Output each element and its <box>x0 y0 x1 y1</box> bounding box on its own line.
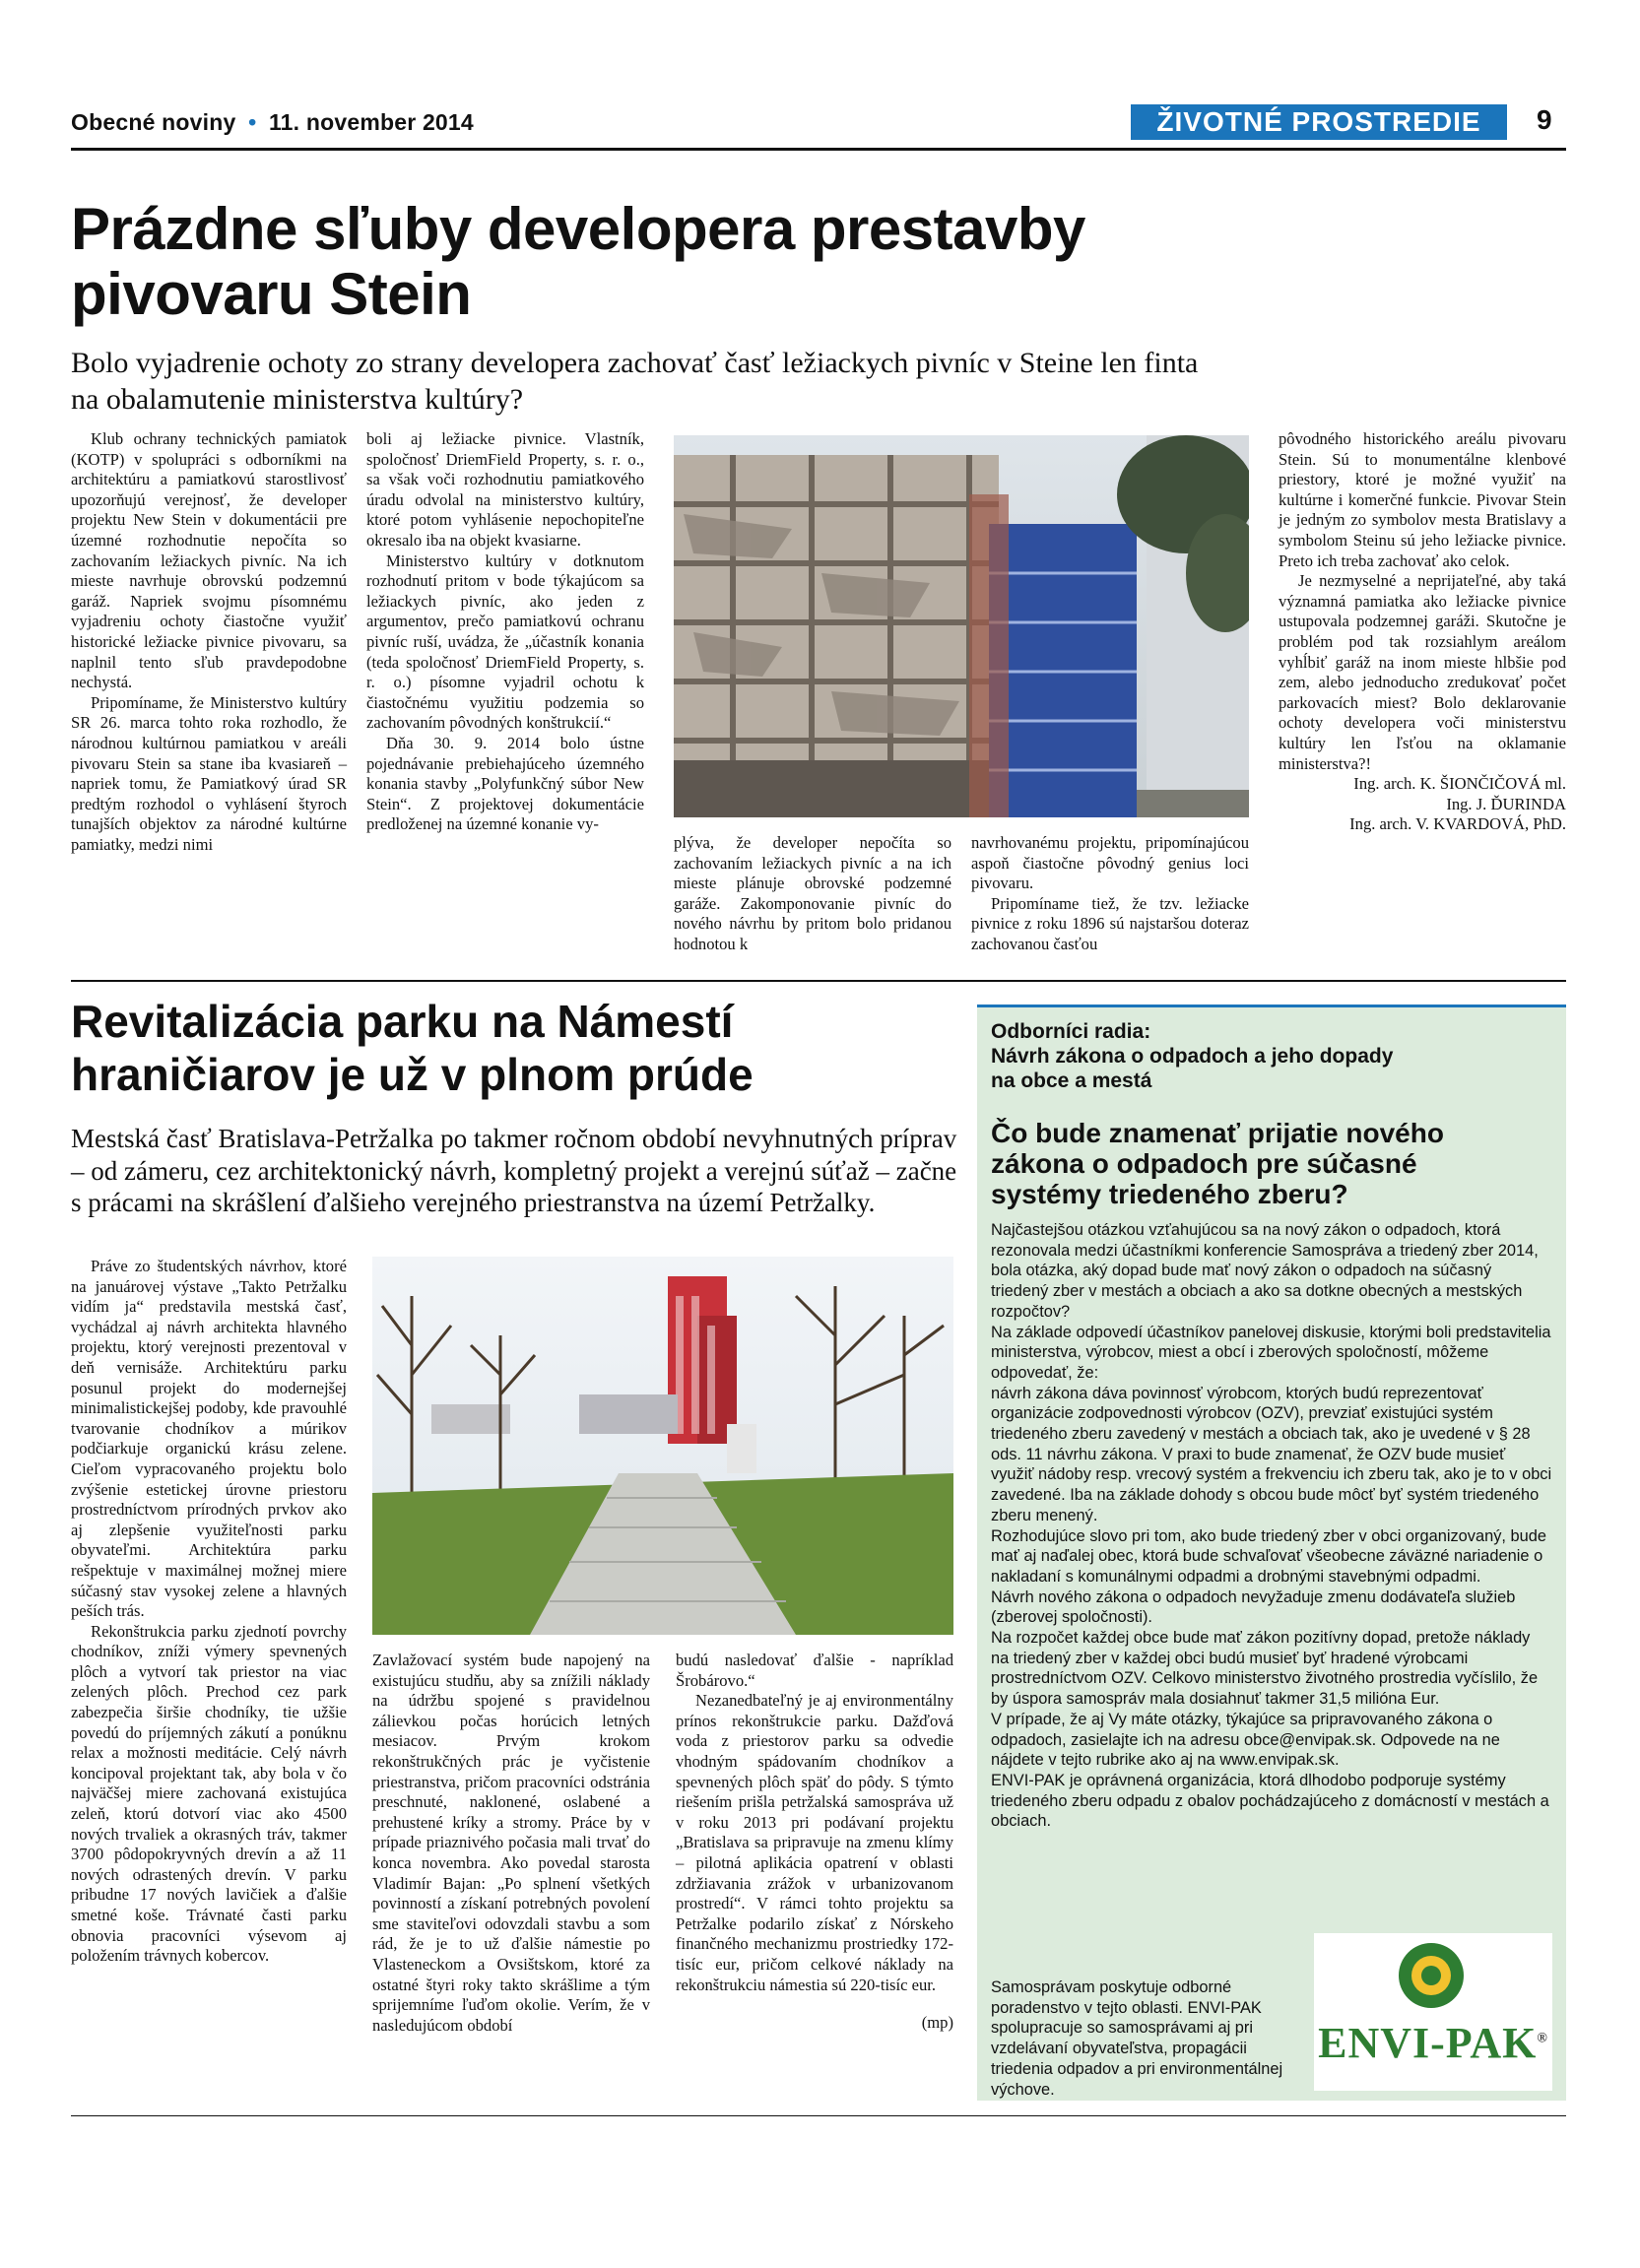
article1-column-4 <box>971 833 1249 955</box>
article1-paragraph: navrhovanému projektu, pripomínajúcou aspoň čiastočne pôvodný genius loci pivovaru. <box>971 833 1249 893</box>
box-title-line2: zákona o odpadoch pre súčasné <box>991 1148 1417 1179</box>
article1-paragraph: Klub ochrany technických pamiatok (KOTP) v spolupráci s odborníkmi na architektúru a pamiatkovú starostlivosť upozorňujú verejnosť, že developer projektu New Stein v dokumentácii pre územné rozhodnutie nepočíta so zachovaním ležiackych pivníc. Na ich mieste navrhuje obrovskú podzemnú garáž. Napriek svojmu písomnému vyjadreniu ochoty čiastočne využiť historické ležiacke pivnice pivovaru, sa naplnil tento sľub pravdepodobne nechystá. <box>71 429 347 692</box>
registered-mark: ® <box>1537 2031 1548 2046</box>
box-paragraph: Návrh nového zákona o odpadoch nevyžaduje zmenu dodávateľa služieb (zberovej spoločnosti). <box>991 1588 1516 1627</box>
article1-paragraph: Je nezmyselné a neprijateľné, aby taká významná pamiatka ako ležiacke pivnice ustupovala podzemnej garáži. Skutočne je problém pod tak rozsiahlym areálom vyhĺbiť garáž na inom mieste hlbšie pod zem, alebo jednoducho zredukovať počet parkovacích miest? Bolo deklarovanie ochoty developera voči ministerstvu kultúry len ľsťou na oklamanie ministerstva?! <box>1279 571 1566 773</box>
box-kicker <box>991 1019 1393 1093</box>
article-separator <box>71 980 1566 982</box>
box-paragraph: ENVI-PAK je oprávnená organizácia, ktorá dlhodobo podporuje systémy triedeného zberu odpadu z obalov pochádzajúceho z domácností v mestách a obciach. <box>991 1771 1549 1831</box>
building-demolition-illustration <box>674 435 1249 817</box>
article2-column-3 <box>676 1651 953 2034</box>
masthead <box>71 109 474 136</box>
article2-paragraph: Rekonštrukcia parku zjednotí povrchy chodníkov, zníži výmery spevnených plôch a vytvorí tak priestor na viac zelených plôch. Prechod cez park zabezpečia širšie chodníky, tie užšie povedú do príjemných zákutí a ponúknu relax a možnosti meditácie. Celý návrh koncipoval projektant tak, aby bola v čo najväčšej miere zachovaná existujúca zeleň, ktorú dotvorí viac ako 4500 nových trvaliek a okrasných tráv, takmer 3700 pôdopokryvných drevín a až 11 nových odrastených drevín. V parku pribudne 17 nových lavičiek a ďalšie smetné koše. Trávnaté časti parku obnovia pracovníci výsevom aj položením trávnych kobercov. <box>71 1621 347 1966</box>
signature: Ing. arch. V. KVARDOVÁ, PhD. <box>1349 814 1566 834</box>
signature: Ing. arch. K. ŠIONČIČOVÁ ml. <box>1353 774 1566 794</box>
logo-text: ENVI-PAK <box>1318 2019 1538 2067</box>
box-paragraph: Najčastejšou otázkou vzťahujúcou sa na nový zákon o odpadoch, ktorá rezonovala medzi účastníkmi konferencie Samospráva a triedený zber 2014, bola otázka, aký dopad bude mať nový zákon o odpadoch na súčasný triedený zber v mestách a obciach a ako sa dotkne obecných a mestských rozpočtov? <box>991 1221 1539 1321</box>
box-title <box>991 1118 1444 1209</box>
article1-paragraph: Dňa 30. 9. 2014 bolo ústne pojednávanie prebiehajúceho územného konania stavby „Polyfunkčný súbor New Stein“. Z projektovej dokumentácie predloženej na územné konanie vy- <box>366 733 644 834</box>
article1-title-line2: pivovaru Stein <box>71 261 472 327</box>
article2-title-line1: Revitalizácia parku na Námestí <box>71 996 734 1047</box>
article2-column-2 <box>372 1651 650 2036</box>
article1-column-2 <box>366 429 644 835</box>
expert-advice-box <box>977 1004 1566 2101</box>
article1-paragraph: boli aj ležiacke pivnice. Vlastník, spoločnosť DriemField Property, s. r. o., sa však voči rozhodnutiu pamiatkového úradu odvolal na ministerstvo kultúry, ktoré potom vyhlásenie nepochopiteľne okresalo iba na objekt kvasiarne. <box>366 429 644 550</box>
box-title-line1: Čo bude znamenať prijatie nového <box>991 1118 1444 1148</box>
article1-subtitle <box>71 345 1198 418</box>
box-kicker-line1: Odborníci radia: <box>991 1020 1151 1043</box>
article2-paragraph: Práve zo študentských návrhov, ktoré na januárovej výstave „Takto Petržalku vidím ja“ predstavila mestská časť, vychádzal aj návrh architekta hlavného projektu, ktorý verejnosti prezentoval v deň vernisáže. Architektúru parku posunul projekt do modernejšej minimalistickejšej podoby, kde pravouhlé tvarovanie chodníkov a múrikov podčiarkuje organickú krásu zelene. Cieľom vypracovaného projektu bolo zvýšenie estetickej úrovne priestoru prostredníctvom prírodných prvkov ako aj zlepšenie využiteľnosti parku obyvateľmi. Architektúra parku rešpektuje v maximálnej možnej miere súčasný stav vysokej zelene a hlavných peších trás. <box>71 1257 347 1621</box>
article1-subtitle-line1: Bolo vyjadrenie ochoty zo strany developera zachovať časť ležiackych pivníc v Steine len finta <box>71 347 1199 379</box>
paper-name: Obecné noviny <box>71 109 236 135</box>
article1-subtitle-line2: na obalamutenie ministerstva kultúry? <box>71 383 524 416</box>
article1-signatures <box>1279 774 1566 835</box>
article1-title <box>71 197 1085 327</box>
article2-paragraph: Zavlažovací systém bude napojený na existujúcu studňu, aby sa znížili náklady na údržbu spojené s pravidelnou zálievkou počas horúcich letných mesiacov. Prvým krokom rekonštrukčných prác je vyčistenie priestranstva, pričom pracovníci odstránia preschnuté, naklonené, oslabené a prehustené kríky a stromy. Práce by v prípade priaznivého počasia mali trvať do konca novembra. Ako povedal starosta Vladimír Bajan: „Po splnení všetkých povinností a získaní potrebných povolení sme staviteľovi odovzdali stavbu a som rád, že je to už ďalšie námestie po Vlasteneckom a Ovsištskom, ktoré za ostatné štyri roky takto skrášlime a tým sprijemníme ľuďom okolie. Verím, že v nasledujúcom období <box>372 1651 650 2035</box>
article2-paragraph: Nezanedbateľný je aj environmentálny prínos rekonštrukcie parku. Dažďová voda z priestorov parku sa odvedie vhodným spádovaním chodníkov a spevnených plôch späť do pôdy. S týmto riešením prišla petržalská samospráva už v roku 2013 pri podávaní projektu „Bratislava sa pripravuje na zmenu klímy – pilotná aplikácia opatrení v oblasti zdržiavania zrážok v urbanizovanom prostredí“. V rámci tohto projektu sa Petržalke podarilo získať z Nórskeho finančného mechanizmu prostriedky 172-tisíc eur, pričom celkové náklady na rekonštrukciu námestia sú 220-tisíc eur. <box>676 1691 953 1994</box>
header-rule <box>71 148 1566 151</box>
recycling-icon <box>1399 1943 1464 2008</box>
article2-paragraph: budú nasledovať ďalšie - napríklad Šrobárovo.“ <box>676 1651 953 1690</box>
article1-paragraph: Pripomíname, že Ministerstvo kultúry SR 26. marca tohto roka rozhodlo, že národnou kultúrnou pamiatkou v areáli pivovaru Stein sa stane iba kvasiareň – napriek tomu, že Pamiatkový úrad SR predtým rozhodol o vyhlásení štyroch tunajších objektov za národné kultúrne pamiatky, medzi nimi <box>71 692 347 854</box>
article2-signoff: (mp) <box>921 2013 953 2033</box>
envipak-logo <box>1314 1933 1552 2091</box>
article2-title <box>71 995 754 1101</box>
box-paragraph: V prípade, že aj Vy máte otázky, týkajúce sa pripravovaného zákona o odpadoch, zasielajte ich na adresu obce@envipak.sk. Odpovede na ne nájdete v tejto rubrike ako aj na www.envipak.sk. <box>991 1710 1500 1770</box>
box-kicker-line2: Návrh zákona o odpadoch a jeho dopady <box>991 1045 1394 1068</box>
box-kicker-line3: na obce a mestá <box>991 1069 1152 1092</box>
box-paragraph: Na základe odpovedí účastníkov panelovej diskusie, ktorými boli predstavitelia ministerstva, výrobcov, miest a obcí i zberových spoločností, môžeme odpovedať, že: <box>991 1323 1551 1382</box>
box-body <box>991 1220 1552 1832</box>
article2-column-1 <box>71 1257 347 1967</box>
logo-wordmark <box>1314 2018 1552 2068</box>
footer-rule <box>71 2115 1566 2116</box>
article2-title-line2: hraničiarov je už v plnom prúde <box>71 1049 754 1100</box>
article1-title-line1: Prázdne sľuby developera prestavby <box>71 196 1085 262</box>
article1-paragraph: Pripomíname tiež, že tzv. ležiacke pivnice z roku 1896 sú najstaršou doteraz zachovanou časťou <box>971 893 1249 953</box>
article1-paragraph: pôvodného historického areálu pivovaru Stein. Sú to monumentálne klenbové priestory, ktoré je možné využiť na kultúrne i komerčné funkcie. Pivovar Stein je jedným zo symbolov mesta Bratislavy a symbolom Steinu sú jeho ležiacke pivnice. Preto ich treba zachovať ako celok. <box>1279 429 1566 570</box>
box-paragraph: návrh zákona dáva povinnosť výrobcom, ktorých budú reprezentovať organizácie zodpovednosti výrobcov (OZV), prevziať existujúci systém triedeného zberu zavedený v mestách a obciach tak, ako je uvedené v § 28 ods. 11 návrhu zákona. V praxi to bude znamenať, že OZV bude musieť využiť nádoby resp. vrecový systém a frekvenciu ich zberu tak, ako je to v obci zavedené. Iba na základe dohody s obcou bude môcť byť systém triedeného zberu menený. <box>991 1384 1552 1524</box>
box-paragraph: Rozhodujúce slovo pri tom, ako bude triedený zber v obci organizovaný, bude mať aj naďalej obec, ktorá bude schvaľovať všeobecne záväzné nariadenie o nakladaní s komunálnymi odpadmi a drobnými stavebnými odpadmi. <box>991 1526 1546 1586</box>
article1-column-5 <box>1279 429 1566 835</box>
section-label <box>1131 104 1507 140</box>
box-title-line3: systémy triedeného zberu? <box>991 1179 1348 1209</box>
park-pathway-illustration <box>372 1257 953 1635</box>
building-demolition-photo <box>674 435 1249 817</box>
bullet-separator: • <box>248 109 257 135</box>
article1-column-1 <box>71 429 347 855</box>
article2-lead: Mestská časť Bratislava-Petržalka po takmer ročnom období nevyhnutných príprav – od zámeru, cez architektonický návrh, kompletný projekt a verejnú súťaž – začne s prácami na skrášlení ďalšieho verejného priestranstva na území Petržalky. <box>71 1124 957 1217</box>
article1-paragraph: plýva, že developer nepočíta so zachovaním ležiackych pivníc a na ich mieste plánuje obrovské podzemné garáže. Zakomponovanie pivníc do nového návrhu by pritom bolo pridanou hodnotou k <box>674 833 951 953</box>
article1-paragraph: Ministerstvo kultúry v dotknutom rozhodnutí pritom v bode týkajúcom sa ležiackych pivníc, ako jeden z argumentov, prečo pamiatkovú ochranu pivníc ruší, uvádza, že „účastník konania (teda spoločnosť DriemField Property, s. r. o.) písomne vyjadril ochotu k čiastočnému využitiu podzemia so zachovaním pôvodných konštrukcií.“ <box>366 551 644 733</box>
article1-column-3 <box>674 833 951 955</box>
issue-date: 11. november 2014 <box>268 109 474 135</box>
box-paragraph: Na rozpočet každej obce bude mať zákon pozitívny dopad, pretože náklady na triedený zber v každej obci budú musieť byť hradené výrobcami prostredníctvom OZV. Celkovo ministerstvo životného prostredia vyčíslilo, že by úspora samospráv mala dosiahnuť takmer 31,5 milióna Eur. <box>991 1629 1539 1709</box>
section-name: ŽIVOTNÉ PROSTREDIE <box>1156 106 1481 137</box>
box-body-tail: Samosprávam poskytuje odborné poradenstvo v tejto oblasti. ENVI-PAK spolupracuje so samosprávami aj pri vzdelávaní obyvateľstva, propagácii triedenia odpadov a pri environmentálnej výchove. <box>991 1978 1283 2099</box>
park-pathway-photo <box>372 1257 953 1635</box>
signature: Ing. J. ĎURINDA <box>1446 794 1566 813</box>
page-number: 9 <box>1537 104 1552 135</box>
